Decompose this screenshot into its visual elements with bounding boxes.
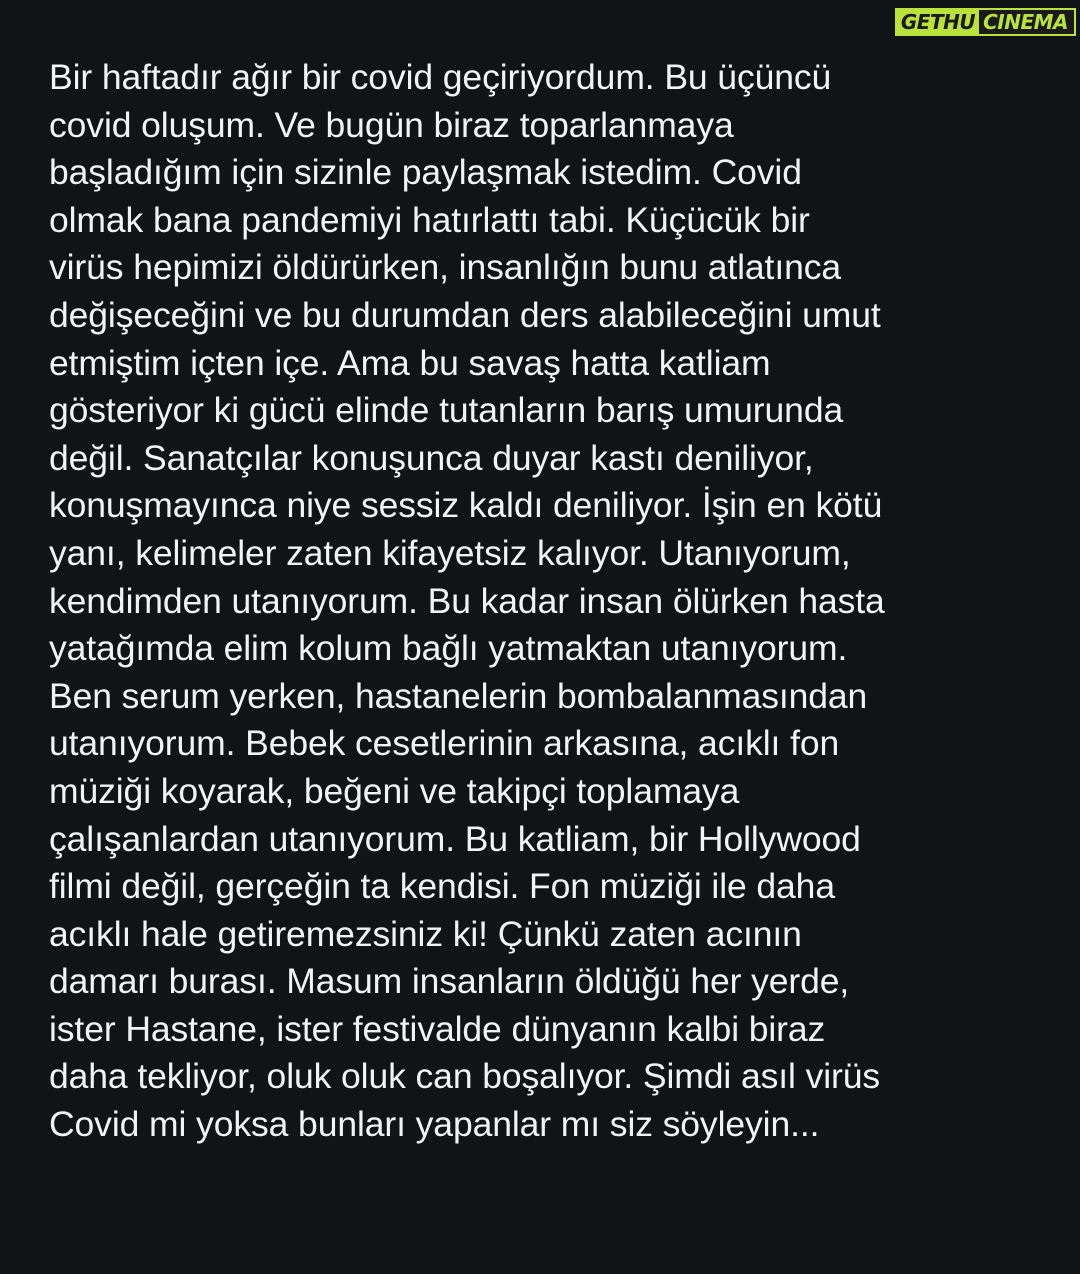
watermark-part-cinema: CINEMA	[979, 8, 1076, 36]
message-line: gösteriyor ki gücü elinde tutanların barış umurunda	[49, 390, 844, 431]
gethucinema-watermark-logo	[895, 8, 1076, 36]
message-text-block	[49, 54, 1039, 1149]
message-line: yanı, kelimeler zaten kifayetsiz kalıyor. Utanıyorum,	[49, 532, 851, 573]
message-line: Bir haftadır ağır bir covid geçiriyordum. Bu üçüncü	[49, 57, 832, 97]
message-line: Covid mi yoksa bunları yapanlar mı siz söyleyin...	[49, 1104, 820, 1145]
message-line: çalışanlardan utanıyorum. Bu katliam, bir Hollywood	[49, 818, 861, 859]
message-line: ister Hastane, ister festivalde dünyanın kalbi biraz	[49, 1008, 826, 1049]
message-line: değil. Sanatçılar konuşunca duyar kastı deniliyor,	[49, 437, 814, 478]
message-line: değişeceğini ve bu durumdan ders alabileceğini umut	[49, 294, 881, 335]
message-line: covid oluşum. Ve bugün biraz toparlanmaya	[49, 104, 734, 145]
message-line: damarı burası. Masum insanların öldüğü her yerde,	[49, 961, 850, 1002]
watermark-part-gethu: GETHU	[895, 8, 979, 36]
message-line: başladığım için sizinle paylaşmak istedim. Covid	[49, 152, 802, 193]
message-line: kendimden utanıyorum. Bu kadar insan ölürken hasta	[49, 580, 885, 621]
message-line: yatağımda elim kolum bağlı yatmaktan utanıyorum.	[49, 628, 848, 669]
message-line: virüs hepimizi öldürürken, insanlığın bunu atlatınca	[49, 247, 842, 288]
message-line: filmi değil, gerçeğin ta kendisi. Fon müziği ile daha	[49, 866, 835, 907]
message-line: etmiştim içten içe. Ama bu savaş hatta katliam	[49, 342, 771, 383]
message-line: müziği koyarak, beğeni ve takipçi toplamaya	[49, 770, 740, 811]
message-line: Ben serum yerken, hastanelerin bombalanmasından	[49, 675, 868, 716]
message-line: acıklı hale getiremezsiniz ki! Çünkü zaten acının	[49, 913, 802, 954]
message-line: olmak bana pandemiyi hatırlattı tabi. Küçücük bir	[49, 199, 810, 240]
message-line: konuşmayınca niye sessiz kaldı deniliyor. İşin en kötü	[49, 485, 883, 526]
message-line: utanıyorum. Bebek cesetlerinin arkasına, acıklı fon	[49, 723, 840, 764]
message-line: daha tekliyor, oluk oluk can boşalıyor. Şimdi asıl virüs	[49, 1056, 881, 1097]
